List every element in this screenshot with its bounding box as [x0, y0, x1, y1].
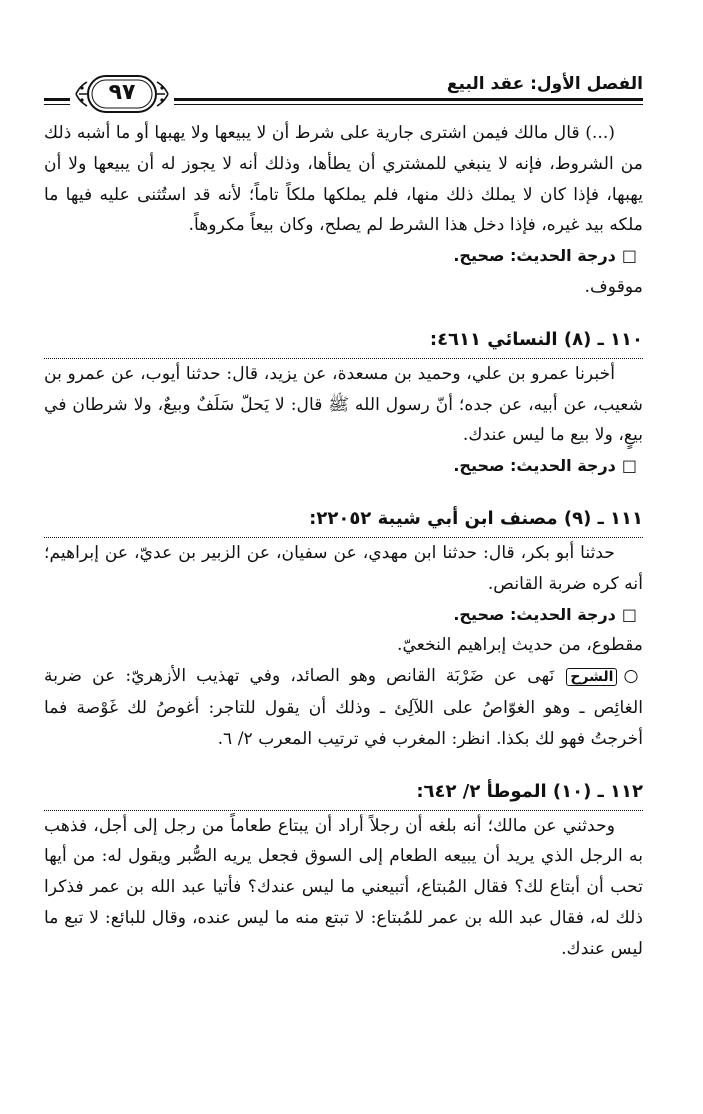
section-heading-112: ١١٢ ـ (١٠) الموطأ ٢/ ٦٤٢:	[44, 777, 643, 811]
header-rule-left-thick	[44, 98, 70, 101]
hadith-note: موقوف.	[584, 276, 643, 297]
hadith-text-111: حدثنا أبو بكر، قال: حدثنا ابن مهدي، عن سفيان، عن الزبير بن عديّ، عن إبراهيم؛ أنه كره ضربة القانص.	[44, 542, 643, 594]
hadith-note: مقطوع، من حديث إبراهيم النخعيّ.	[396, 635, 643, 656]
section-heading-111: ١١١ ـ (٩) مصنف ابن أبي شيبة ٢٢٠٥٢:	[44, 504, 643, 538]
sharh-label: الشرح	[566, 668, 617, 686]
sharh-text: نَهى عن ضَرْبَة القانص وهو الصائد، وفي تهذيب الأزهريّ: عن ضربة الغائِص ـ وهو الغوّاصُ على اللآلِئ ـ وذلك أن يقول للتاجر: أغوصُ لك غَوْصة فما أخرجتُ فهو لك بكذا. انظر: المغرب في ترتيب المعرب ٢/ ٦.	[44, 666, 643, 749]
paragraph-malik-condition: (...) قال مالك فيمن اشترى جارية على شرط أن لا يبيعها ولا يهبها أو ما أشبه ذلك من الشروط، فإنه لا ينبغي للمشتري أن يطأها، وذلك أنه لا يجوز له أن يبيعها ولا أن يهبها، فإذا كان لا يملك ذلك منها، فلم يملكها ملكاً تاماً؛ لأنه قد استُثنى عليه فيها ما ملكه بيد غيره، فإذا دخل هذا الشرط لم يصلح، وكان بيعاً مكروهاً.	[44, 123, 643, 236]
header-rule-left-thin	[44, 104, 70, 105]
section-heading-110: ١١٠ ـ (٨) النسائي ٤٦١١:	[44, 325, 643, 359]
hadith-grade-label: درجة الحديث: صحيح.	[453, 246, 616, 266]
header-rule-thick	[174, 98, 643, 101]
chapter-title: الفصل الأول: عقد البيع	[446, 74, 643, 94]
square-bullet-icon: □	[621, 456, 637, 476]
hadith-text-112: وحدثني عن مالك؛ أنه بلغه أن رجلاً أراد أن يبتاع طعاماً من رجل إلى أجل، فذهب به الرجل الذي يريد أن يبيعه الطعام إلى السوق فجعل يريه الصُّبر ويقول له: من أيها تحب أن أبتاع لك؟ فقال المُبتاع، أتبيعني ما ليس عندك؟ فأتيا عبد الله بن عمر فذكرا ذلك له، فقال عبد الله بن عمر للمُبتاع: لا تبتع منه ما ليس عنده، وقال للبائع: لا تبع ما ليس عندك.	[44, 815, 643, 959]
square-bullet-icon: □	[621, 604, 637, 624]
page-number: ٩٧	[108, 80, 136, 105]
header-rule-thin	[174, 104, 643, 105]
hadith-grade-label: درجة الحديث: صحيح.	[453, 456, 616, 476]
page-body	[44, 118, 643, 965]
hadith-text-110: أخبرنا عمرو بن علي، وحميد بن مسعدة، عن يزيد، قال: حدثنا أيوب، عن عمرو بن شعيب، عن أبيه، عن جده؛ أنّ رسول الله ﷺ قال: لا يَحلّ سَلَفٌ وبيعٌ، ولا شرطان في بيعٍ، ولا بيع ما ليس عندك.	[44, 363, 643, 446]
hadith-grade	[44, 451, 643, 482]
hadith-grade-label: درجة الحديث: صحيح.	[453, 604, 616, 624]
circle-bullet-icon: ○	[623, 666, 644, 687]
sharh-paragraph	[44, 661, 643, 754]
page-number-ornament	[74, 72, 170, 116]
hadith-grade	[44, 600, 643, 631]
page-header	[44, 64, 643, 112]
square-bullet-icon: □	[621, 246, 637, 266]
hadith-grade	[44, 241, 643, 272]
